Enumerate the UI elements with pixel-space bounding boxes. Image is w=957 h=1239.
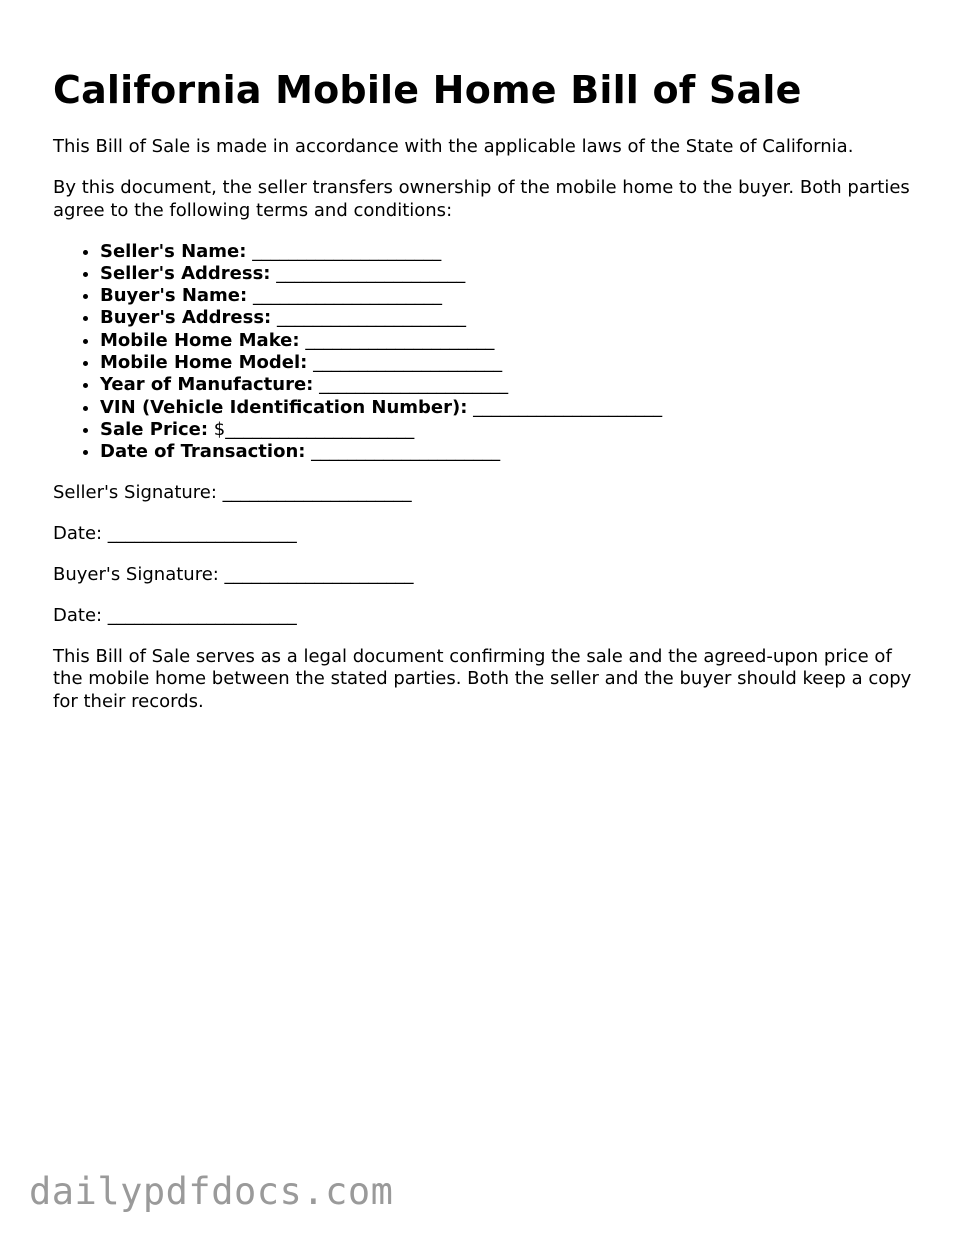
field-label: VIN (Vehicle Identification Number): [100, 396, 468, 418]
field-blank: _____________________ [270, 262, 466, 284]
field-label: Date of Transaction: [100, 441, 306, 463]
buyer-signature-line: Buyer's Signature: _____________________ [53, 563, 414, 585]
field-blank: _____________________ [246, 240, 442, 262]
field-buyer-name [100, 285, 913, 307]
watermark-text: dailypdfdocs.com [29, 1170, 394, 1213]
field-buyer-address [100, 307, 913, 329]
field-blank: _____________________ [313, 374, 509, 396]
buyer-date-line: Date: _____________________ [53, 604, 297, 626]
field-label: Seller's Address: [100, 262, 271, 284]
field-blank: _____________________ [247, 285, 442, 307]
transfer-statement: By this document, the seller transfers ownership of the mobile home to the buyer. Both parties agree to the following terms and conditions: [53, 177, 910, 221]
field-label: Year of Manufacture: [100, 374, 314, 396]
closing-paragraph: This Bill of Sale serves as a legal document confirming the sale and the agreed-upon price of the mobile home between the stated parties. Both the seller and the buyer should keep a copy for their records. [53, 645, 912, 712]
field-date-of-transaction [100, 441, 913, 463]
field-seller-name [100, 241, 913, 263]
field-label: Seller's Name: [100, 240, 247, 262]
seller-signature-line: Seller's Signature: _____________________ [53, 481, 412, 503]
field-mobile-home-model [100, 352, 913, 374]
field-blank: _____________________ [271, 307, 466, 329]
field-blank: _____________________ [299, 329, 495, 351]
field-blank: _____________________ [307, 351, 503, 373]
seller-date-line: Date: _____________________ [53, 522, 297, 544]
intro-paragraph: This Bill of Sale is made in accordance with the applicable laws of the State of California. [53, 136, 854, 157]
field-seller-address [100, 263, 913, 285]
terms-list [53, 241, 913, 464]
field-label: Buyer's Address: [100, 307, 272, 329]
field-sale-price [100, 419, 913, 441]
field-blank: _____________________ [467, 396, 663, 418]
field-label: Buyer's Name: [100, 285, 248, 307]
field-label: Mobile Home Model: [100, 351, 308, 373]
field-blank: $_____________________ [208, 418, 415, 440]
field-label: Sale Price: [100, 418, 209, 440]
field-mobile-home-make [100, 330, 913, 352]
document-title: California Mobile Home Bill of Sale [53, 68, 802, 112]
field-label: Mobile Home Make: [100, 329, 300, 351]
field-vin [100, 397, 913, 419]
document-page [53, 64, 913, 732]
field-year-of-manufacture [100, 374, 913, 396]
field-blank: _____________________ [305, 441, 501, 463]
